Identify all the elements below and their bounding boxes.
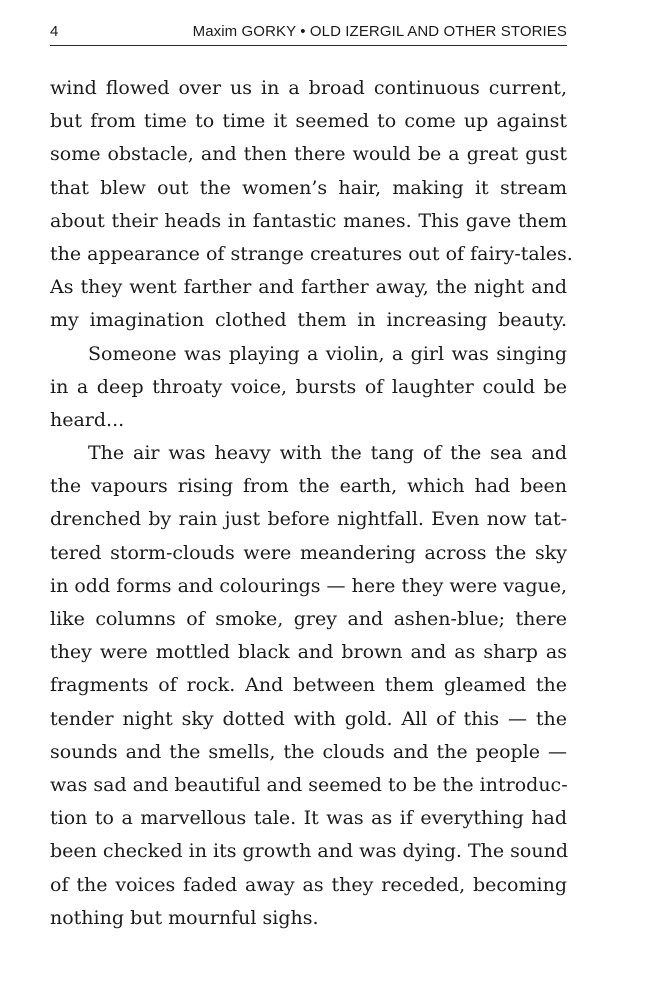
text-line: Someone was playing a violin, a girl was singing [88, 342, 567, 365]
text-line: of the voices faded away as they receded, becoming [50, 873, 567, 896]
text-line: tered storm-clouds were meandering across the sky [50, 541, 567, 564]
text-line: wind flowed over us in a broad continuous current, [50, 77, 567, 99]
book-page [50, 22, 573, 935]
text-line: the vapours rising from the earth, which had been [50, 475, 567, 498]
running-head [50, 22, 567, 46]
paragraph-3 [50, 437, 567, 935]
text-line: they were mottled black and brown and as sharp as [50, 641, 567, 664]
text-line: but from time to time it seemed to come up against [50, 110, 567, 133]
page-number: 4 [50, 23, 59, 40]
body-text [50, 72, 573, 935]
text-line: tion to a marvellous tale. It was as if everything had [50, 807, 567, 830]
text-line: was sad and beautiful and seemed to be the introduc- [50, 773, 568, 796]
text-line: sounds and the smells, the clouds and the people — [50, 740, 567, 763]
text-line: the appearance of strange creatures out of fairy-tales. [50, 242, 573, 265]
text-line: my imagination clothed them in increasing beauty. [50, 309, 567, 332]
running-head-title [193, 22, 567, 42]
paragraph-2 [50, 338, 567, 438]
text-line: like columns of smoke, grey and ashen-blue; there [50, 608, 567, 630]
text-line: fragments of rock. And between them gleamed the [50, 674, 567, 697]
text-line: As they went farther and farther away, the night and [50, 276, 567, 299]
paragraph-1 [50, 72, 573, 338]
author-name: Maxim GORKY [192, 23, 296, 40]
text-line: nothing but mournful sighs. [50, 906, 319, 929]
text-line: in a deep throaty voice, bursts of laughter could be [50, 375, 567, 398]
text-line: drenched by rain just before nightfall. Even now tat- [50, 508, 567, 531]
text-line: heard... [50, 408, 125, 431]
text-line: in odd forms and colourings — here they were vague, [50, 574, 567, 597]
text-line: tender night sky dotted with gold. All of this — the [50, 707, 567, 730]
bullet-separator: • [300, 23, 306, 40]
text-line: some obstacle, and then there would be a great gust [50, 143, 567, 166]
text-line: about their heads in fantastic manes. This gave them [50, 209, 567, 232]
text-line: been checked in its growth and was dying. The sound [50, 840, 568, 863]
book-title: OLD IZERGIL AND OTHER STORIES [309, 23, 567, 40]
text-line: The air was heavy with the tang of the sea and [88, 442, 567, 465]
text-line: that blew out the women’s hair, making it stream [50, 176, 567, 199]
